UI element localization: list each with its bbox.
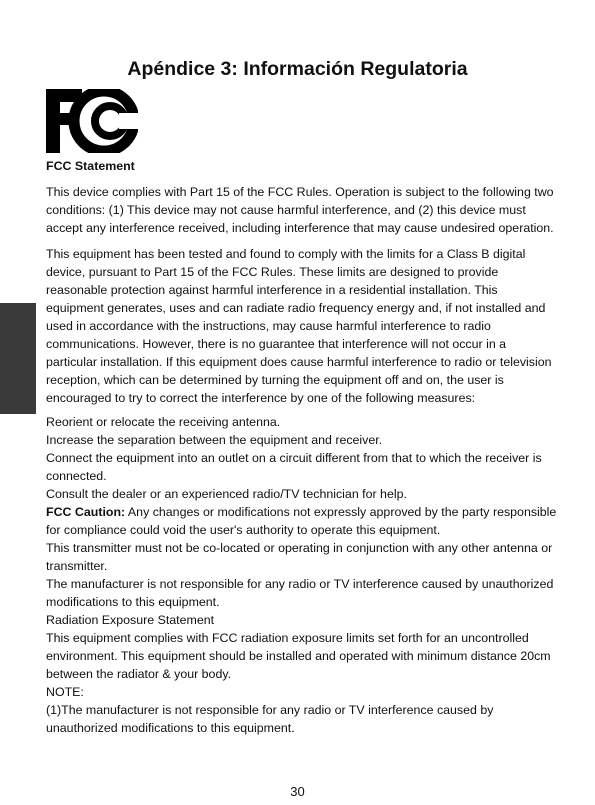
caution-paragraph — [46, 503, 558, 539]
caution-label: FCC Caution: — [46, 505, 126, 519]
document-body — [46, 157, 558, 737]
paragraph-class-b: This equipment has been tested and found to comply with the limits for a Class B digital device, pursuant to Part 15 of the FCC Rules. These limits are designed to provide reasonable protection against harmful interference in a residential installation. This equipment generates, uses and can radiate radio frequency energy and, if not installed and used in accordance with the instructions, may cause harmful interference to radio communications. However, there is no guarantee that interference will not occur in a particular installation. If this equipment does cause harmful interference to radio or television reception, which can be determined by turning the equipment off and on, the user is encouraged to try to correct the interference by one of the following measures: — [46, 247, 552, 405]
note-item: (1)The manufacturer is not responsible for any radio or TV interference caused by unauthorized modifications to this equipment. — [46, 703, 494, 735]
radiation-paragraph: This equipment complies with FCC radiation exposure limits set forth for an uncontrolled environment. This equipment should be installed and operated with minimum distance 20cm between the radiator & your body. — [46, 631, 551, 681]
caution-text: Any changes or modifications not expressly approved by the party responsible for compliance could void the user's authority to operate this equipment. — [46, 505, 557, 537]
radiation-heading: Radiation Exposure Statement — [46, 613, 215, 627]
measure-item: Consult the dealer or an experienced radio/TV technician for help. — [46, 487, 407, 501]
note-label: NOTE: — [46, 685, 84, 699]
section-heading: FCC Statement — [46, 159, 135, 173]
fcc-logo — [46, 89, 138, 153]
paragraph-compliance: This device complies with Part 15 of the FCC Rules. Operation is subject to the following two conditions: (1) This device may not cause harmful interference, and (2) this device must accept any interference received, including interference that may cause undesired operation. — [46, 185, 554, 235]
transmitter-paragraph: This transmitter must not be co-located or operating in conjunction with any other antenna or transmitter. — [46, 541, 553, 573]
page-number: 30 — [290, 784, 305, 799]
measure-item: Increase the separation between the equipment and receiver. — [46, 433, 383, 447]
manufacturer-paragraph: The manufacturer is not responsible for any radio or TV interference caused by unauthorized modifications to this equipment. — [46, 577, 554, 609]
measure-item: Reorient or relocate the receiving antenna. — [46, 415, 281, 429]
page-title: Apéndice 3: Información Regulatoria — [127, 58, 468, 80]
chapter-tab — [0, 303, 36, 414]
measure-item: Connect the equipment into an outlet on a circuit different from that to which the receiver is connected. — [46, 451, 542, 483]
